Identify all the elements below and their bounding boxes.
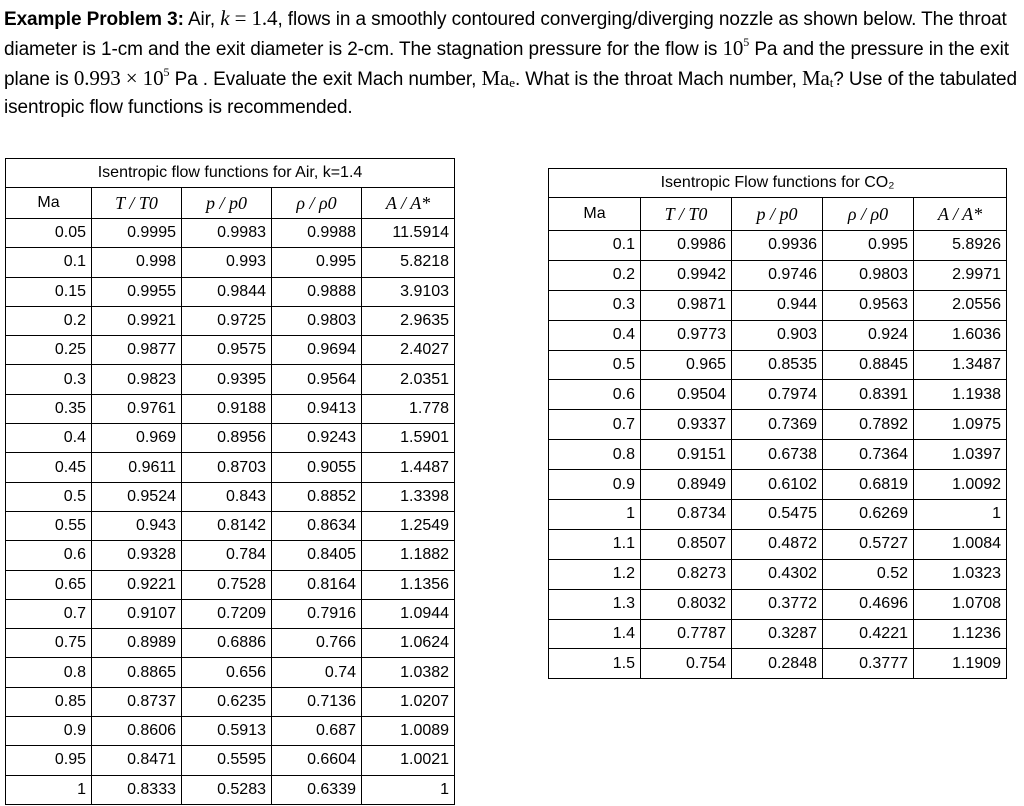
- col-header-ma: Ma: [6, 188, 92, 219]
- table-cell: 0.9888: [272, 277, 362, 306]
- table-cell: 0.7: [6, 599, 92, 628]
- table-cell: 0.998: [92, 248, 182, 277]
- table-cell: 1.6036: [914, 320, 1007, 350]
- exit-mach-symbol: Mae: [481, 66, 515, 90]
- table-cell: 0.9243: [272, 424, 362, 453]
- table-cell: 0.9988: [272, 219, 362, 248]
- table-cell: 0.9942: [641, 260, 732, 290]
- table-cell: 0.8507: [641, 529, 732, 559]
- table-cell: 0.8164: [272, 570, 362, 599]
- table-row: [6, 365, 455, 394]
- table-cell: 0.9: [6, 717, 92, 746]
- table-cell: 1.0944: [362, 599, 455, 628]
- table-cell: 0.2: [549, 260, 641, 290]
- table-cell: 0.9823: [92, 365, 182, 394]
- table-cell: 0.903: [732, 320, 823, 350]
- table-row: [6, 394, 455, 423]
- problem-statement: [4, 4, 1024, 122]
- table-cell: 1.0397: [914, 440, 1007, 470]
- table-cell: 0.9986: [641, 231, 732, 261]
- table-cell: 1.3398: [362, 482, 455, 511]
- table-cell: 0.9725: [182, 306, 272, 335]
- table-cell: 0.9107: [92, 599, 182, 628]
- table-cell: 1.2: [549, 559, 641, 589]
- table-cell: 0.3772: [732, 589, 823, 619]
- table-row: [549, 589, 1007, 619]
- table-row: [549, 559, 1007, 589]
- problem-text: Air,: [183, 9, 221, 30]
- table-cell: 0.943: [92, 511, 182, 540]
- table-cell: 0.9803: [823, 260, 914, 290]
- table-row: [549, 649, 1007, 679]
- table-cell: 1.1236: [914, 619, 1007, 649]
- table-cell: 0.8: [549, 440, 641, 470]
- table-cell: 0.6235: [182, 687, 272, 716]
- table-cell: 1.0084: [914, 529, 1007, 559]
- table-cell: 0.7787: [641, 619, 732, 649]
- table-cell: 11.5914: [362, 219, 455, 248]
- table-cell: 0.8535: [732, 350, 823, 380]
- table-row: [6, 482, 455, 511]
- table-cell: 0.9563: [823, 290, 914, 320]
- table-cell: 0.3287: [732, 619, 823, 649]
- table-cell: 0.5: [549, 350, 641, 380]
- table-row: [6, 746, 455, 775]
- table-cell: 1.1938: [914, 380, 1007, 410]
- table-cell: 0.8606: [92, 717, 182, 746]
- col-header-temp-ratio: T / T0: [92, 188, 182, 219]
- table-cell: 0.5727: [823, 529, 914, 559]
- table-row: [549, 410, 1007, 440]
- table-cell: 0.8949: [641, 470, 732, 500]
- table-row: [6, 511, 455, 540]
- k-value: = 1.4: [229, 6, 278, 30]
- table-cell: 0.65: [6, 570, 92, 599]
- table-cell: 0.8: [6, 658, 92, 687]
- table-cell: 3.9103: [362, 277, 455, 306]
- table-cell: 0.7364: [823, 440, 914, 470]
- table-cell: 0.9983: [182, 219, 272, 248]
- table-cell: 0.9877: [92, 336, 182, 365]
- table-cell: 0.52: [823, 559, 914, 589]
- table-cell: 1: [6, 775, 92, 804]
- table-cell: 2.0351: [362, 365, 455, 394]
- table-cell: 0.9151: [641, 440, 732, 470]
- table-cell: 0.8142: [182, 511, 272, 540]
- table-cell: 0.9575: [182, 336, 272, 365]
- table-cell: 1.0021: [362, 746, 455, 775]
- table-cell: 0.8405: [272, 541, 362, 570]
- table-cell: 0.35: [6, 394, 92, 423]
- table-cell: 2.9635: [362, 306, 455, 335]
- problem-text: Pa and the pressure in the exit plane is: [4, 39, 1009, 90]
- table-cell: 1.778: [362, 394, 455, 423]
- table-cell: 0.6339: [272, 775, 362, 804]
- col-header-temp-ratio: T / T0: [641, 198, 732, 231]
- table-cell: 0.85: [6, 687, 92, 716]
- table-row: [6, 453, 455, 482]
- co2-isentropic-table: [548, 168, 1007, 679]
- table-cell: 0.924: [823, 320, 914, 350]
- table-cell: 0.6: [6, 541, 92, 570]
- table-cell: 0.4872: [732, 529, 823, 559]
- table-row: [6, 306, 455, 335]
- col-header-density-ratio: ρ / ρ0: [272, 188, 362, 219]
- table-cell: 0.9504: [641, 380, 732, 410]
- table-cell: 0.656: [182, 658, 272, 687]
- table-row: [549, 500, 1007, 530]
- table-cell: 1.5901: [362, 424, 455, 453]
- table-cell: 2.0556: [914, 290, 1007, 320]
- table-cell: 0.5475: [732, 500, 823, 530]
- table-cell: 0.9055: [272, 453, 362, 482]
- table-cell: 0.7: [549, 410, 641, 440]
- table-cell: 0.4302: [732, 559, 823, 589]
- table-cell: 0.5913: [182, 717, 272, 746]
- table-cell: 0.6: [549, 380, 641, 410]
- table-cell: 1.4: [549, 619, 641, 649]
- table-cell: 0.3: [549, 290, 641, 320]
- table-cell: 0.9921: [92, 306, 182, 335]
- table-cell: 0.4: [6, 424, 92, 453]
- problem-text: ? Use of the tabulated isentropic flow functions is recommended.: [4, 69, 1017, 118]
- table-cell: 0.8852: [272, 482, 362, 511]
- table-cell: 0.9: [549, 470, 641, 500]
- air-isentropic-table: [5, 158, 455, 805]
- table-cell: 0.8333: [92, 775, 182, 804]
- table-cell: 0.4: [549, 320, 641, 350]
- table-cell: 1.1882: [362, 541, 455, 570]
- stagnation-pressure: $10^5$: [722, 35, 750, 60]
- table-cell: 0.9395: [182, 365, 272, 394]
- table-row: [6, 629, 455, 658]
- table-row: [6, 541, 455, 570]
- table-row: [549, 320, 1007, 350]
- table-cell: 0.9936: [732, 231, 823, 261]
- table-cell: 1: [549, 500, 641, 530]
- table-cell: 0.4696: [823, 589, 914, 619]
- table-cell: 0.9746: [732, 260, 823, 290]
- table-row: [549, 380, 1007, 410]
- table-cell: 1: [914, 500, 1007, 530]
- table-cell: 0.6604: [272, 746, 362, 775]
- table-cell: 0.2: [6, 306, 92, 335]
- table-cell: 0.6269: [823, 500, 914, 530]
- table-cell: 0.7892: [823, 410, 914, 440]
- table-row: [549, 290, 1007, 320]
- table-cell: 0.8703: [182, 453, 272, 482]
- table-cell: 0.3: [6, 365, 92, 394]
- table-cell: 0.7136: [272, 687, 362, 716]
- table-row: [6, 219, 455, 248]
- table-cell: 0.45: [6, 453, 92, 482]
- table-row: [6, 424, 455, 453]
- table-cell: 0.5283: [182, 775, 272, 804]
- table-cell: 0.05: [6, 219, 92, 248]
- table-row: [549, 529, 1007, 559]
- table-cell: 0.6886: [182, 629, 272, 658]
- table-cell: 0.9871: [641, 290, 732, 320]
- table-cell: 0.754: [641, 649, 732, 679]
- table-cell: 0.9803: [272, 306, 362, 335]
- table-row: [549, 440, 1007, 470]
- problem-text: Pa . Evaluate the exit Mach number,: [169, 69, 482, 90]
- table-cell: 0.766: [272, 629, 362, 658]
- table-cell: 0.9773: [641, 320, 732, 350]
- table-cell: 1.1: [549, 529, 641, 559]
- co2-table-header: [549, 198, 1007, 231]
- table-cell: 5.8218: [362, 248, 455, 277]
- table-cell: 0.9188: [182, 394, 272, 423]
- col-header-pressure-ratio: p / p0: [732, 198, 823, 231]
- table-cell: 1.1909: [914, 649, 1007, 679]
- table-cell: 0.6819: [823, 470, 914, 500]
- table-cell: 0.55: [6, 511, 92, 540]
- table-cell: 1.3487: [914, 350, 1007, 380]
- exit-pressure: $0.993 \times 10^5$: [73, 65, 170, 90]
- table-cell: 1.2549: [362, 511, 455, 540]
- table-cell: 0.15: [6, 277, 92, 306]
- table-row: [6, 336, 455, 365]
- col-header-area-ratio: A / A*: [914, 198, 1007, 231]
- table-cell: 0.9337: [641, 410, 732, 440]
- table-cell: 0.969: [92, 424, 182, 453]
- table-cell: 0.965: [641, 350, 732, 380]
- table-cell: 0.9524: [92, 482, 182, 511]
- table-row: [549, 260, 1007, 290]
- table-cell: 0.9564: [272, 365, 362, 394]
- table-cell: 1.1356: [362, 570, 455, 599]
- table-row: [6, 658, 455, 687]
- throat-mach-symbol: Mat: [801, 66, 834, 90]
- table-cell: 1.0382: [362, 658, 455, 687]
- table-cell: 1.5: [549, 649, 641, 679]
- table-cell: 0.7916: [272, 599, 362, 628]
- table-cell: 0.995: [272, 248, 362, 277]
- table-row: [6, 717, 455, 746]
- table-cell: 0.5: [6, 482, 92, 511]
- col-header-density-ratio: ρ / ρ0: [823, 198, 914, 231]
- co2-table-title: Isentropic Flow functions for CO₂: [549, 169, 1007, 198]
- table-cell: 0.7209: [182, 599, 272, 628]
- table-cell: 0.843: [182, 482, 272, 511]
- table-row: [6, 277, 455, 306]
- table-cell: 0.6738: [732, 440, 823, 470]
- table-cell: 0.8634: [272, 511, 362, 540]
- problem-text: . What is the throat Mach number,: [514, 69, 802, 90]
- table-cell: 0.993: [182, 248, 272, 277]
- table-cell: 0.9328: [92, 541, 182, 570]
- table-row: [6, 570, 455, 599]
- table-cell: 0.5595: [182, 746, 272, 775]
- table-cell: 0.8032: [641, 589, 732, 619]
- table-cell: 1.0092: [914, 470, 1007, 500]
- table-cell: 0.1: [6, 248, 92, 277]
- table-cell: 0.8737: [92, 687, 182, 716]
- table-cell: 1.0323: [914, 559, 1007, 589]
- table-cell: 0.9995: [92, 219, 182, 248]
- table-cell: 0.8273: [641, 559, 732, 589]
- table-cell: 0.8391: [823, 380, 914, 410]
- table-cell: 0.8989: [92, 629, 182, 658]
- table-cell: 2.9971: [914, 260, 1007, 290]
- table-cell: 0.7974: [732, 380, 823, 410]
- table-cell: 0.74: [272, 658, 362, 687]
- table-cell: 0.9761: [92, 394, 182, 423]
- table-row: [6, 248, 455, 277]
- table-cell: 0.1: [549, 231, 641, 261]
- table-cell: 0.944: [732, 290, 823, 320]
- table-row: [6, 775, 455, 804]
- table-cell: 2.4027: [362, 336, 455, 365]
- table-cell: 0.7369: [732, 410, 823, 440]
- table-cell: 0.9221: [92, 570, 182, 599]
- table-cell: 0.4221: [823, 619, 914, 649]
- table-cell: 0.25: [6, 336, 92, 365]
- table-cell: 0.2848: [732, 649, 823, 679]
- table-cell: 1.0975: [914, 410, 1007, 440]
- table-cell: 0.8734: [641, 500, 732, 530]
- table-cell: 0.8471: [92, 746, 182, 775]
- table-cell: 0.9413: [272, 394, 362, 423]
- table-cell: 5.8926: [914, 231, 1007, 261]
- table-row: [549, 470, 1007, 500]
- table-cell: 0.75: [6, 629, 92, 658]
- table-cell: 0.3777: [823, 649, 914, 679]
- table-cell: 0.8845: [823, 350, 914, 380]
- problem-text: , flows in a smoothly contoured converging/diverging nozzle as shown below. The throat diameter is 1-cm and the exit diameter is 2-cm. The stagnation pressure for the flow is: [4, 9, 1007, 60]
- table-cell: 0.7528: [182, 570, 272, 599]
- k-symbol: k: [220, 6, 230, 30]
- table-row: [549, 619, 1007, 649]
- table-row: [6, 599, 455, 628]
- table-cell: 0.9611: [92, 453, 182, 482]
- air-table-header: [6, 188, 455, 219]
- table-cell: 0.995: [823, 231, 914, 261]
- table-row: [549, 231, 1007, 261]
- col-header-ma: Ma: [549, 198, 641, 231]
- table-cell: 0.784: [182, 541, 272, 570]
- table-cell: 1.4487: [362, 453, 455, 482]
- table-cell: 0.9955: [92, 277, 182, 306]
- col-header-pressure-ratio: p / p0: [182, 188, 272, 219]
- table-cell: 0.9694: [272, 336, 362, 365]
- air-table-title: Isentropic flow functions for Air, k=1.4: [6, 159, 455, 188]
- table-cell: 0.6102: [732, 470, 823, 500]
- table-cell: 0.95: [6, 746, 92, 775]
- col-header-area-ratio: A / A*: [362, 188, 455, 219]
- table-cell: 0.8956: [182, 424, 272, 453]
- table-cell: 0.687: [272, 717, 362, 746]
- table-cell: 0.9844: [182, 277, 272, 306]
- table-cell: 1.0207: [362, 687, 455, 716]
- problem-label: Example Problem 3:: [4, 9, 184, 30]
- table-cell: 1.3: [549, 589, 641, 619]
- table-row: [6, 687, 455, 716]
- table-row: [549, 350, 1007, 380]
- table-cell: 1.0624: [362, 629, 455, 658]
- table-cell: 1.0708: [914, 589, 1007, 619]
- table-cell: 0.8865: [92, 658, 182, 687]
- table-cell: 1.0089: [362, 717, 455, 746]
- table-cell: 1: [362, 775, 455, 804]
